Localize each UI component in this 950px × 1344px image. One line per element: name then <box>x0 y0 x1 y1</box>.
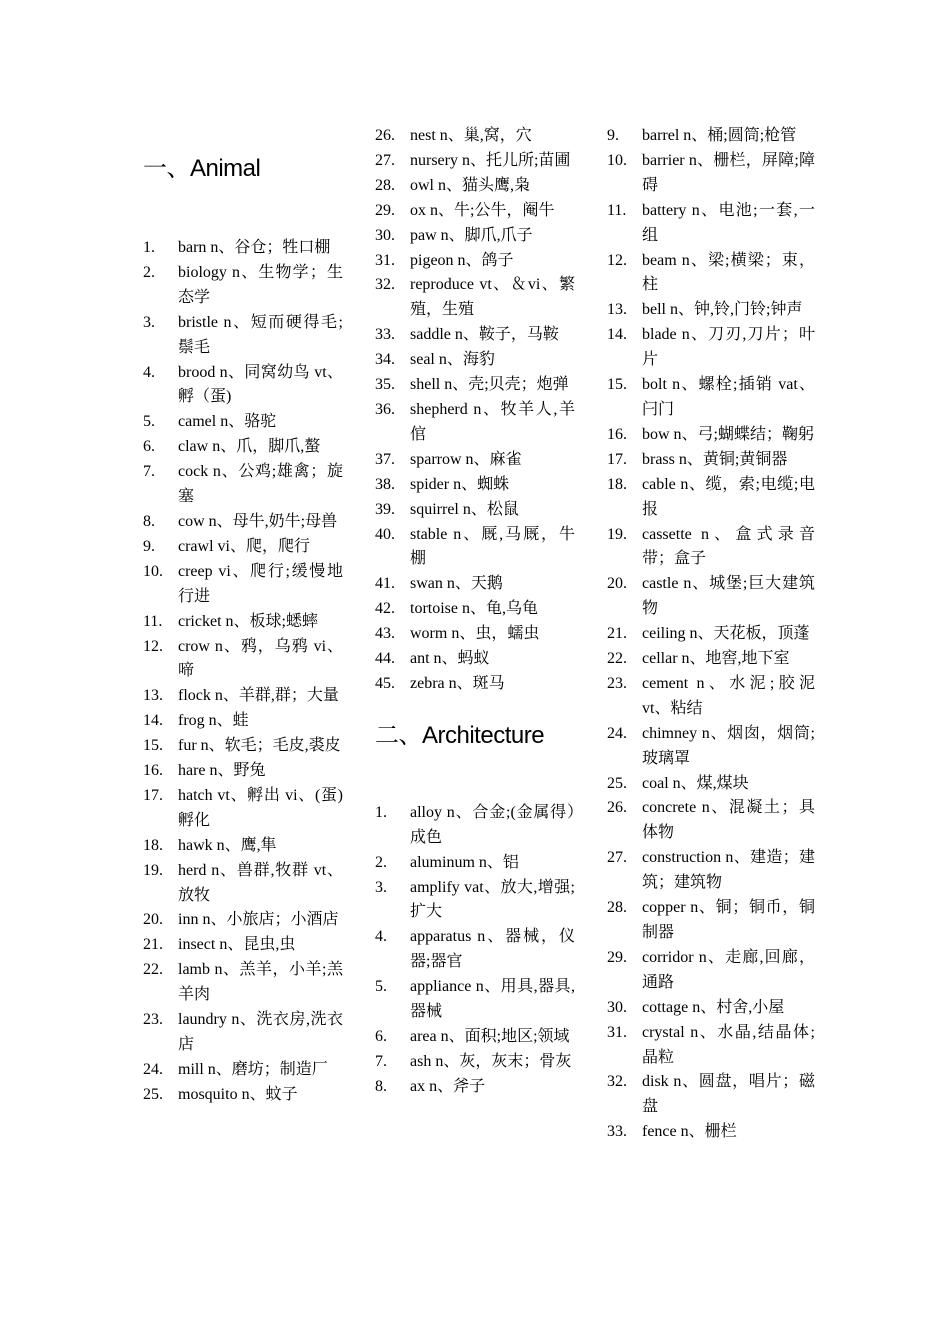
vocab-entry <box>143 958 343 1008</box>
entry-text: mill n、磨坊；制造厂 <box>178 1060 328 1078</box>
entry-number: 1. <box>143 239 155 256</box>
entry-text: cow n、母牛,奶牛;母兽 <box>178 512 338 530</box>
entry-text: seal n、海豹 <box>410 351 495 369</box>
entry-text: cable n、缆，索;电缆;电报 <box>642 475 815 518</box>
vocab-entry <box>143 859 343 909</box>
vocab-entry <box>375 672 575 697</box>
entry-text: ox n、牛;公牛，阉牛 <box>410 201 555 219</box>
entry-text: spider n、蜘蛛 <box>410 475 510 493</box>
entry-number: 10. <box>143 562 163 580</box>
entry-text: chimney n、烟囱，烟筒;玻璃罩 <box>642 724 815 767</box>
entry-number: 17. <box>607 450 627 468</box>
entry-text: squirrel n、松鼠 <box>410 500 519 518</box>
entry-number: 5. <box>375 978 387 996</box>
entry-text: cottage n、村舍,小屋 <box>642 998 785 1016</box>
entry-text: disk n、圆盘，唱片；磁盘 <box>642 1073 815 1116</box>
section-heading-animal: 一、Animal <box>143 155 261 182</box>
entry-number: 39. <box>375 500 395 518</box>
entry-number: 40. <box>375 525 395 543</box>
entry-number: 9. <box>143 537 155 555</box>
entry-number: 7. <box>143 463 155 481</box>
vocab-entry <box>375 925 575 975</box>
entry-number: 6. <box>375 1028 387 1045</box>
vocab-entry <box>143 460 343 510</box>
animal-list-part-2 <box>375 124 575 697</box>
entry-text: apparatus n、器械，仪器;器官 <box>410 928 575 971</box>
entry-text: crawl vi、爬，爬行 <box>178 537 310 555</box>
entry-number: 2. <box>375 853 387 871</box>
entry-number: 35. <box>375 376 395 394</box>
vocab-entry <box>375 174 575 199</box>
entry-text: crow n、鸦，乌鸦 vi、啼 <box>178 637 343 680</box>
entry-number: 10. <box>607 151 627 169</box>
vocab-entry <box>143 311 343 361</box>
vocab-entry <box>375 224 575 249</box>
entry-number: 16. <box>607 425 627 443</box>
entry-text: stable n、厩,马厩，牛棚 <box>410 525 575 568</box>
entry-text: corridor n、走廊,回廊，通路 <box>642 948 815 991</box>
entry-number: 19. <box>607 525 627 543</box>
entry-text: bell n、钟,铃,门铃;钟声 <box>642 301 803 319</box>
vocab-entry <box>607 796 815 846</box>
vocab-entry <box>375 149 575 174</box>
entry-number: 42. <box>375 600 395 618</box>
entry-number: 17. <box>143 786 163 804</box>
vocab-entry <box>607 124 815 149</box>
entry-number: 36. <box>375 400 395 418</box>
vocab-entry <box>375 876 575 926</box>
entry-text: coal n、煤,煤块 <box>642 774 749 792</box>
entry-number: 20. <box>607 575 627 593</box>
entry-text: fur n、软毛；毛皮,裘皮 <box>178 737 341 755</box>
entry-text: cock n、公鸡;雄禽；旋塞 <box>178 463 343 506</box>
entry-number: 13. <box>143 687 163 705</box>
entry-text: inn n、小旅店；小酒店 <box>178 911 339 929</box>
vocab-entry <box>143 759 343 784</box>
entry-number: 43. <box>375 625 395 643</box>
entry-number: 28. <box>607 899 627 917</box>
entry-number: 4. <box>143 363 155 381</box>
entry-number: 32. <box>607 1073 627 1091</box>
entry-number: 4. <box>375 928 387 946</box>
vocab-entry <box>375 273 575 323</box>
vocab-entry <box>607 896 815 946</box>
vocab-entry <box>375 373 575 398</box>
entry-number: 9. <box>607 127 619 144</box>
entry-number: 33. <box>375 326 395 344</box>
entry-number: 14. <box>607 326 627 344</box>
vocab-entry <box>143 635 343 685</box>
vocab-entry <box>143 684 343 709</box>
entry-number: 45. <box>375 674 395 692</box>
column-3 <box>607 124 815 1145</box>
vocab-entry <box>607 448 815 473</box>
architecture-list-part-2 <box>607 124 815 1145</box>
entry-number: 7. <box>375 1052 387 1070</box>
entry-text: barn n、谷仓；牲口棚 <box>178 239 331 256</box>
vocab-entry <box>143 410 343 435</box>
vocab-entry <box>143 535 343 560</box>
entry-text: hawk n、鹰,隼 <box>178 836 277 854</box>
vocab-entry <box>607 373 815 423</box>
entry-text: hatch vt、孵出 vi、(蛋)孵化 <box>178 786 343 829</box>
vocab-entry <box>375 199 575 224</box>
vocab-entry <box>607 946 815 996</box>
vocab-entry <box>143 908 343 933</box>
entry-number: 27. <box>607 849 627 867</box>
entry-number: 30. <box>375 226 395 244</box>
entry-text: ash n、灰，灰末；骨灰 <box>410 1052 572 1070</box>
entry-text: camel n、骆驼 <box>178 413 277 431</box>
entry-number: 23. <box>607 674 627 692</box>
entry-text: brood n、同窝幼鸟 vt、孵（蛋) <box>178 363 343 406</box>
entry-text: cement n、水泥;胶泥 vt、粘结 <box>642 674 815 717</box>
entry-text: ceiling n、天花板，顶蓬 <box>642 625 810 643</box>
entry-text: bolt n、螺栓;插销 vat、闩门 <box>642 376 815 418</box>
entry-text: cassette n、盒式录音带；盒子 <box>642 525 815 568</box>
entry-number: 11. <box>607 201 627 219</box>
entry-text: concrete n、混凝土；具体物 <box>642 799 815 842</box>
vocab-entry <box>607 722 815 772</box>
vocab-entry <box>143 236 343 261</box>
entry-text: reproduce vt、＆vi、繁殖，生殖 <box>410 276 575 319</box>
entry-number: 26. <box>607 799 627 817</box>
entry-text: lamb n、羔羊，小羊;羔羊肉 <box>178 961 343 1004</box>
entry-text: beam n、梁;横梁；束，柱 <box>642 251 815 294</box>
vocab-entry <box>143 784 343 834</box>
entry-number: 24. <box>607 724 627 742</box>
entry-text: creep vi、爬行;缓慢地行进 <box>178 562 343 605</box>
entry-text: insect n、昆虫,虫 <box>178 936 296 954</box>
vocab-entry <box>607 672 815 722</box>
entry-text: flock n、羊群,群；大量 <box>178 687 339 705</box>
entry-number: 14. <box>143 712 163 730</box>
entry-number: 20. <box>143 911 163 929</box>
entry-number: 37. <box>375 450 395 468</box>
vocab-entry <box>607 249 815 299</box>
entry-text: worm n、虫，蠕虫 <box>410 625 540 643</box>
vocab-entry <box>375 1050 575 1075</box>
entry-number: 22. <box>607 650 627 668</box>
entry-number: 18. <box>143 836 163 854</box>
vocab-entry <box>143 1008 343 1058</box>
entry-text: bristle n、短而硬得毛;鬃毛 <box>178 313 343 356</box>
vocab-entry <box>375 975 575 1025</box>
entry-text: swan n、天鹅 <box>410 575 503 593</box>
vocab-entry <box>375 801 575 851</box>
entry-number: 19. <box>143 861 163 879</box>
entry-text: ax n、斧子 <box>410 1077 486 1095</box>
entry-number: 31. <box>607 1023 627 1041</box>
entry-text: zebra n、斑马 <box>410 674 505 692</box>
entry-number: 23. <box>143 1011 163 1029</box>
vocab-entry <box>607 647 815 672</box>
vocab-entry <box>375 851 575 876</box>
animal-list-part-1 <box>143 236 343 1108</box>
entry-number: 3. <box>375 878 387 896</box>
entry-text: shell n、壳;贝壳；炮弹 <box>410 376 569 394</box>
vocab-entry <box>607 149 815 199</box>
entry-text: barrier n、栅栏，屏障;障碍 <box>642 151 815 194</box>
entry-text: fence n、栅栏 <box>642 1123 737 1141</box>
entry-number: 18. <box>607 475 627 493</box>
entry-text: castle n、城堡;巨大建筑物 <box>642 575 815 618</box>
vocab-entry <box>375 124 575 149</box>
entry-text: appliance n、用具,器具,器械 <box>410 978 575 1021</box>
entry-number: 1. <box>375 803 387 821</box>
vocab-entry <box>143 834 343 859</box>
entry-number: 12. <box>607 251 627 269</box>
vocab-entry <box>607 1021 815 1071</box>
vocab-entry <box>375 473 575 498</box>
entry-text: battery n、电池;一套,一组 <box>642 201 815 244</box>
entry-number: 5. <box>143 413 155 431</box>
architecture-list-part-1 <box>375 801 575 1100</box>
entry-number: 22. <box>143 961 163 979</box>
entry-number: 12. <box>143 637 163 655</box>
entry-text: sparrow n、麻雀 <box>410 450 522 468</box>
entry-text: saddle n、鞍子，马鞍 <box>410 326 559 344</box>
entry-number: 41. <box>375 575 395 593</box>
entry-text: brass n、黄铜;黄铜器 <box>642 450 788 468</box>
vocab-entry <box>143 734 343 759</box>
entry-text: owl n、猫头鹰,枭 <box>410 176 531 194</box>
entry-number: 34. <box>375 351 395 369</box>
vocab-entry <box>375 622 575 647</box>
vocab-entry <box>375 572 575 597</box>
entry-number: 15. <box>143 737 163 755</box>
vocab-entry <box>375 448 575 473</box>
entry-number: 31. <box>375 251 395 269</box>
entry-number: 13. <box>607 301 627 319</box>
vocab-entry <box>143 709 343 734</box>
entry-number: 25. <box>143 1085 163 1103</box>
entry-text: cellar n、地窖,地下室 <box>642 650 790 668</box>
entry-number: 8. <box>375 1077 387 1095</box>
vocab-entry <box>375 498 575 523</box>
vocab-entry <box>143 1083 343 1108</box>
vocab-entry <box>143 510 343 535</box>
vocab-entry <box>143 560 343 610</box>
entry-text: bow n、弓;蝴蝶结；鞠躬 <box>642 425 815 443</box>
vocab-entry <box>607 323 815 373</box>
vocab-entry <box>607 298 815 323</box>
entry-text: hare n、野兔 <box>178 762 266 780</box>
vocab-entry <box>375 523 575 573</box>
entry-text: amplify vat、放大,增强;扩大 <box>410 878 575 921</box>
column-2 <box>375 124 575 1100</box>
entry-number: 21. <box>143 936 163 954</box>
entry-text: aluminum n、铝 <box>410 853 519 871</box>
section-heading-architecture: 二、Architecture <box>375 721 545 749</box>
vocab-entry <box>607 1070 815 1120</box>
entry-number: 6. <box>143 438 155 456</box>
entry-text: crystal n、水晶,结晶体;晶粒 <box>642 1023 815 1066</box>
entry-text: claw n、爪，脚爪,螯 <box>178 438 321 456</box>
vocab-entry <box>375 249 575 274</box>
vocab-entry <box>375 398 575 448</box>
entry-number: 26. <box>375 127 395 144</box>
entry-text: pigeon n、鸽子 <box>410 251 514 269</box>
vocab-entry <box>607 622 815 647</box>
vocab-entry <box>607 572 815 622</box>
entry-text: area n、面积;地区;领域 <box>410 1028 570 1045</box>
entry-text: laundry n、洗衣房,洗衣店 <box>178 1011 343 1053</box>
vocab-entry <box>607 523 815 573</box>
entry-number: 11. <box>143 612 163 630</box>
vocab-entry <box>375 1025 575 1050</box>
entry-text: shepherd n、牧羊人,羊倌 <box>410 400 575 443</box>
vocab-entry <box>607 772 815 797</box>
entry-number: 3. <box>143 313 155 331</box>
vocab-entry <box>143 933 343 958</box>
vocab-entry <box>375 1075 575 1100</box>
entry-text: cricket n、板球;蟋蟀 <box>178 612 318 630</box>
entry-text: ant n、蚂蚁 <box>410 650 490 668</box>
vocab-entry <box>143 435 343 460</box>
entry-text: alloy n、合金;(金属得）成色 <box>410 803 575 846</box>
vocab-entry <box>375 647 575 672</box>
entry-text: biology n、生物学；生态学 <box>178 263 343 306</box>
entry-text: construction n、建造；建筑；建筑物 <box>642 849 815 892</box>
entry-text: barrel n、桶;圆筒;枪管 <box>642 127 797 144</box>
entry-number: 29. <box>607 948 627 966</box>
entry-text: copper n、铜；铜币，铜制器 <box>642 899 815 941</box>
vocab-entry <box>607 1120 815 1145</box>
vocab-entry <box>375 597 575 622</box>
vocab-entry <box>607 473 815 523</box>
entry-number: 27. <box>375 151 395 169</box>
entry-number: 8. <box>143 512 155 530</box>
entry-number: 15. <box>607 376 627 394</box>
entry-text: blade n、刀刃,刀片；叶片 <box>642 326 815 369</box>
entry-text: paw n、脚爪,爪子 <box>410 226 533 244</box>
entry-text: nursery n、托儿所;苗圃 <box>410 151 571 169</box>
entry-number: 32. <box>375 276 395 294</box>
entry-number: 30. <box>607 998 627 1016</box>
vocab-entry <box>607 846 815 896</box>
vocab-entry <box>143 261 343 311</box>
column-1 <box>143 124 343 1108</box>
entry-number: 16. <box>143 762 163 780</box>
entry-text: tortoise n、龟,乌龟 <box>410 600 538 618</box>
entry-text: mosquito n、蚊子 <box>178 1085 298 1103</box>
vocab-entry <box>143 361 343 411</box>
entry-number: 38. <box>375 475 395 493</box>
entry-text: herd n、兽群,牧群 vt、放牧 <box>178 861 343 904</box>
vocab-entry <box>607 199 815 249</box>
entry-text: frog n、蛙 <box>178 712 249 730</box>
entry-number: 33. <box>607 1123 627 1141</box>
entry-number: 25. <box>607 774 627 792</box>
vocab-entry <box>375 348 575 373</box>
entry-number: 21. <box>607 625 627 643</box>
entry-number: 44. <box>375 650 395 668</box>
vocab-entry <box>375 323 575 348</box>
entry-number: 28. <box>375 176 395 194</box>
entry-number: 2. <box>143 263 155 281</box>
vocab-entry <box>143 1058 343 1083</box>
entry-number: 29. <box>375 201 395 219</box>
entry-number: 24. <box>143 1060 163 1078</box>
vocab-entry <box>143 610 343 635</box>
vocab-entry <box>607 996 815 1021</box>
vocab-entry <box>607 423 815 448</box>
entry-text: nest n、巢,窝，穴 <box>410 127 532 144</box>
